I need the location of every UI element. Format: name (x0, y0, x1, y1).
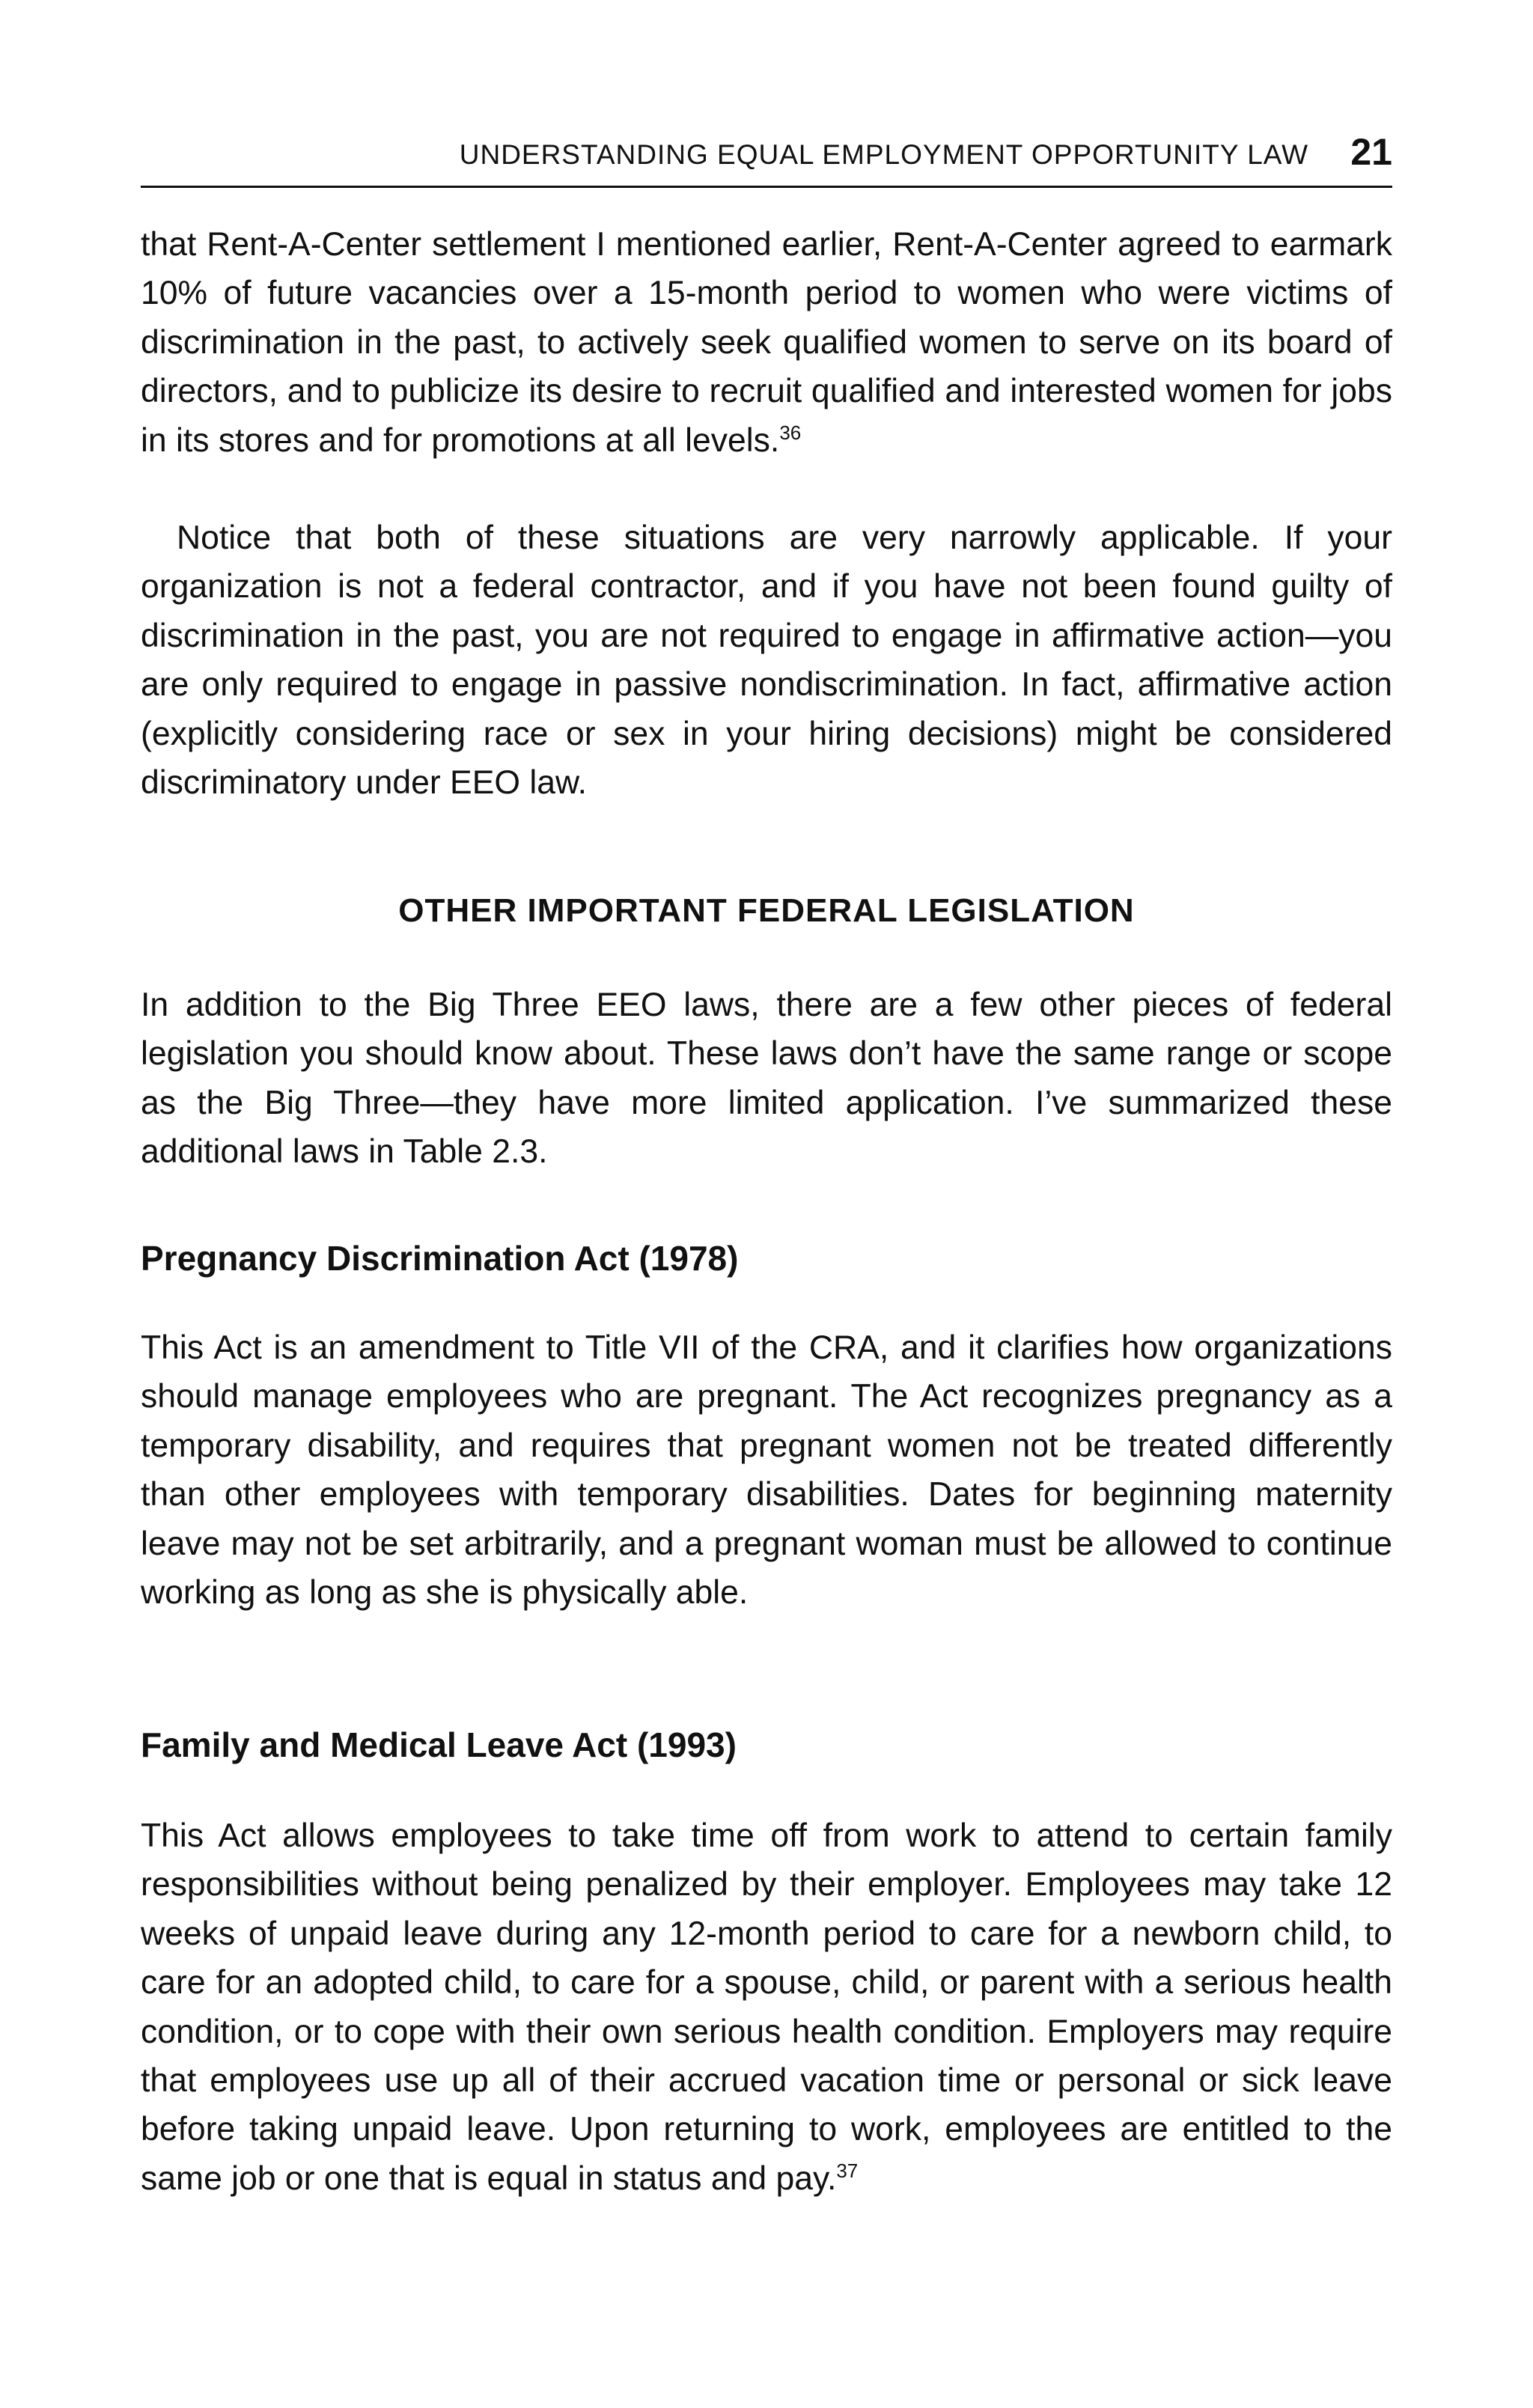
paragraph-family-medical-leave-act (141, 1811, 1392, 2203)
paragraph-text: This Act is an amendment to Title VII of the CRA, and it clarifies how organizations should manage employees who are pregnant. The Act recognizes pregnancy as a temporary disability, and requires that pregnant women not be treated differently than other employees with temporary disabilities. Dates for beginning maternity leave may not be set arbitrarily, and a pregnant woman must be allowed to continue working as long as she is physically able. (141, 1329, 1392, 1612)
footnote-ref-36: 36 (779, 421, 802, 444)
paragraph-text (141, 1811, 1392, 2203)
paragraph-text: Notice that both of these situations are very narrowly applicable. If your organization is not a federal contractor, and if you have not been found guilty of discrimination in the past, you are not required to engage in affirmative action—you are only required to engage in passive nondiscrimination. In fact, affirmative action (explicitly considering race or sex in your hiring decisions) might be considered discriminatory under EEO law. (141, 519, 1392, 802)
paragraph-pregnancy-act (141, 1323, 1392, 1617)
subheading-family-medical-leave-act: Family and Medical Leave Act (1993) (141, 1725, 737, 1764)
paragraph-body: that Rent-A-Center settlement I mentioned earlier, Rent-A-Center agreed to earmark 10% of future vacancies over a 15-month period to women who were victims of discrimination in the past, to actively seek qualified women to serve on its board of directors, and to publicize its desire to recruit qualified and interested women for jobs in its stores and for promotions at all levels. (141, 226, 1392, 459)
paragraph-text: In addition to the Big Three EEO laws, there are a few other pieces of federal legislation you should know about. These laws don’t have the same range or scope as the Big Three—they have more limited application. I’ve summarized these additional laws in Table 2.3. (141, 987, 1392, 1171)
paragraph-narrowly-applicable (141, 513, 1392, 807)
paragraph-body: This Act allows employees to take time off from work to attend to certain family responsibilities without being penalized by their employer. Employees may take 12 weeks of unpaid leave during any 12-month period to care for a newborn child, to care for an adopted child, to care for a spouse, child, or parent with a serious health condition, or to cope with their own serious health condition. Employers may require that employees use up all of their accrued vacation time or personal or sick leave before taking unpaid leave. Upon returning to work, employees are entitled to the same job or one that is equal in status and pay. (141, 1817, 1392, 2197)
running-title: UNDERSTANDING EQUAL EMPLOYMENT OPPORTUNITY LAW (459, 139, 1308, 170)
running-header (141, 126, 1392, 188)
paragraph-other-legislation (141, 981, 1392, 1177)
footnote-ref-37: 37 (836, 2159, 859, 2183)
subheading-pregnancy-act: Pregnancy Discrimination Act (1978) (141, 1239, 739, 1278)
paragraph-rent-a-center (141, 220, 1392, 465)
page-number: 21 (1350, 131, 1392, 173)
paragraph-text (141, 220, 1392, 465)
book-page (141, 0, 1392, 2408)
section-heading: OTHER IMPORTANT FEDERAL LEGISLATION (398, 892, 1135, 929)
